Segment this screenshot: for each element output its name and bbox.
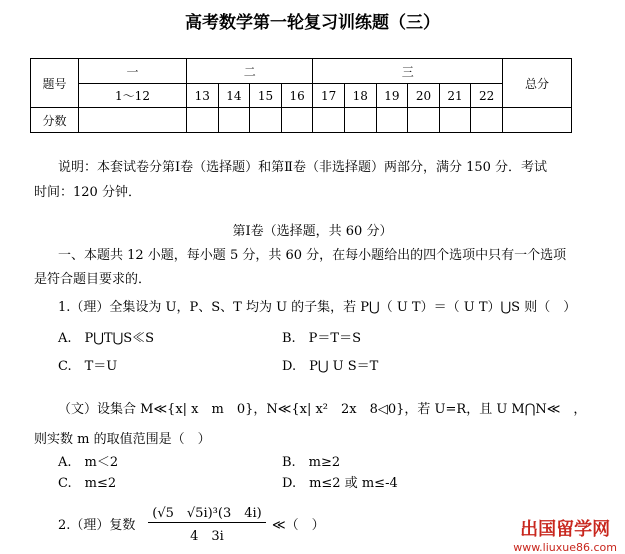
question-2-numerator: (√5 √5i)³(3 4i) [152, 506, 262, 521]
page-title: 高考数学第一轮复习训练题（三） [185, 13, 440, 33]
table-number: 20 [408, 84, 440, 108]
question-1-wen-option-b: B. m≥2 [282, 455, 341, 470]
table-section-1: 一 [79, 59, 187, 84]
score-cell [79, 108, 187, 133]
question-1-wen-option-d: D. m≤2 或 m≤-4 [282, 476, 398, 491]
table-header-tihao: 题号 [31, 59, 79, 108]
table-number: 13 [187, 84, 219, 108]
table-number: 19 [376, 84, 408, 108]
score-cell [187, 108, 219, 133]
table-section-2: 二 [187, 59, 313, 84]
score-cell [471, 108, 503, 133]
instructions-line-1: 说明：本套试卷分第Ⅰ卷（选择题）和第Ⅱ卷（非选择题）两部分，满分 150 分．考试 [58, 160, 548, 175]
question-1-option-c: C. T＝U [58, 359, 118, 374]
table-number: 16 [281, 84, 313, 108]
table-number: 22 [471, 84, 503, 108]
table-number: 18 [344, 84, 376, 108]
watermark-url: www.liuxue86.com [513, 541, 617, 554]
question-1-option-a: A. P⋃T⋃S≪S [58, 331, 155, 346]
score-table [30, 58, 572, 133]
table-number: 14 [218, 84, 250, 108]
score-cell [218, 108, 250, 133]
watermark [513, 515, 617, 554]
watermark-name: 出国留学网 [520, 519, 611, 540]
question-1-stem: 1.（理）全集设为 U，P、S、T 均为 U 的子集，若 P⋃（ U T）＝（ U T）⋃S 则（ ） [58, 300, 577, 315]
score-cell [250, 108, 282, 133]
question-1-wen-option-c: C. m≤2 [58, 476, 117, 491]
table-number: 21 [439, 84, 471, 108]
question-1-wen-option-a: A. m＜2 [58, 455, 119, 470]
question-1-option-d: D. P⋃ U S＝T [282, 359, 379, 374]
question-2-prefix: 2.（理）复数 [58, 518, 136, 533]
instructions-line-2: 时间：120 分钟． [34, 185, 141, 200]
score-cell [408, 108, 440, 133]
question-1-option-b: B. P＝T＝S [282, 331, 362, 346]
section-intro-line-2: 是符合题目要求的． [34, 272, 152, 287]
table-header-total: 总分 [503, 59, 572, 108]
table-number: 15 [250, 84, 282, 108]
question-2-denominator: 4 3i [190, 529, 224, 544]
question-1-wen-stem: （文）设集合 M≪{x| x m 0}，N≪{x| x² 2x 8◁0}，若 U=R，且 U M⋂N≪ ， [58, 402, 587, 417]
question-2-suffix: ≪（ ） [272, 518, 325, 533]
table-section-3: 三 [313, 59, 503, 84]
table-range-1-12: 1～12 [79, 84, 187, 108]
score-cell [344, 108, 376, 133]
score-cell [281, 108, 313, 133]
question-1-wen-line-2: 则实数 m 的取值范围是（ ） [34, 432, 211, 447]
table-header-score: 分数 [31, 108, 79, 133]
section-intro-line-1: 一、本题共 12 小题，每小题 5 分，共 60 分，在每小题给出的四个选项中只有一个选项 [58, 248, 567, 263]
table-number: 17 [313, 84, 345, 108]
fraction-bar [148, 522, 266, 523]
score-cell [503, 108, 572, 133]
part1-heading: 第Ⅰ卷（选择题，共 60 分） [232, 224, 393, 239]
score-cell [313, 108, 345, 133]
score-cell [439, 108, 471, 133]
score-cell [376, 108, 408, 133]
